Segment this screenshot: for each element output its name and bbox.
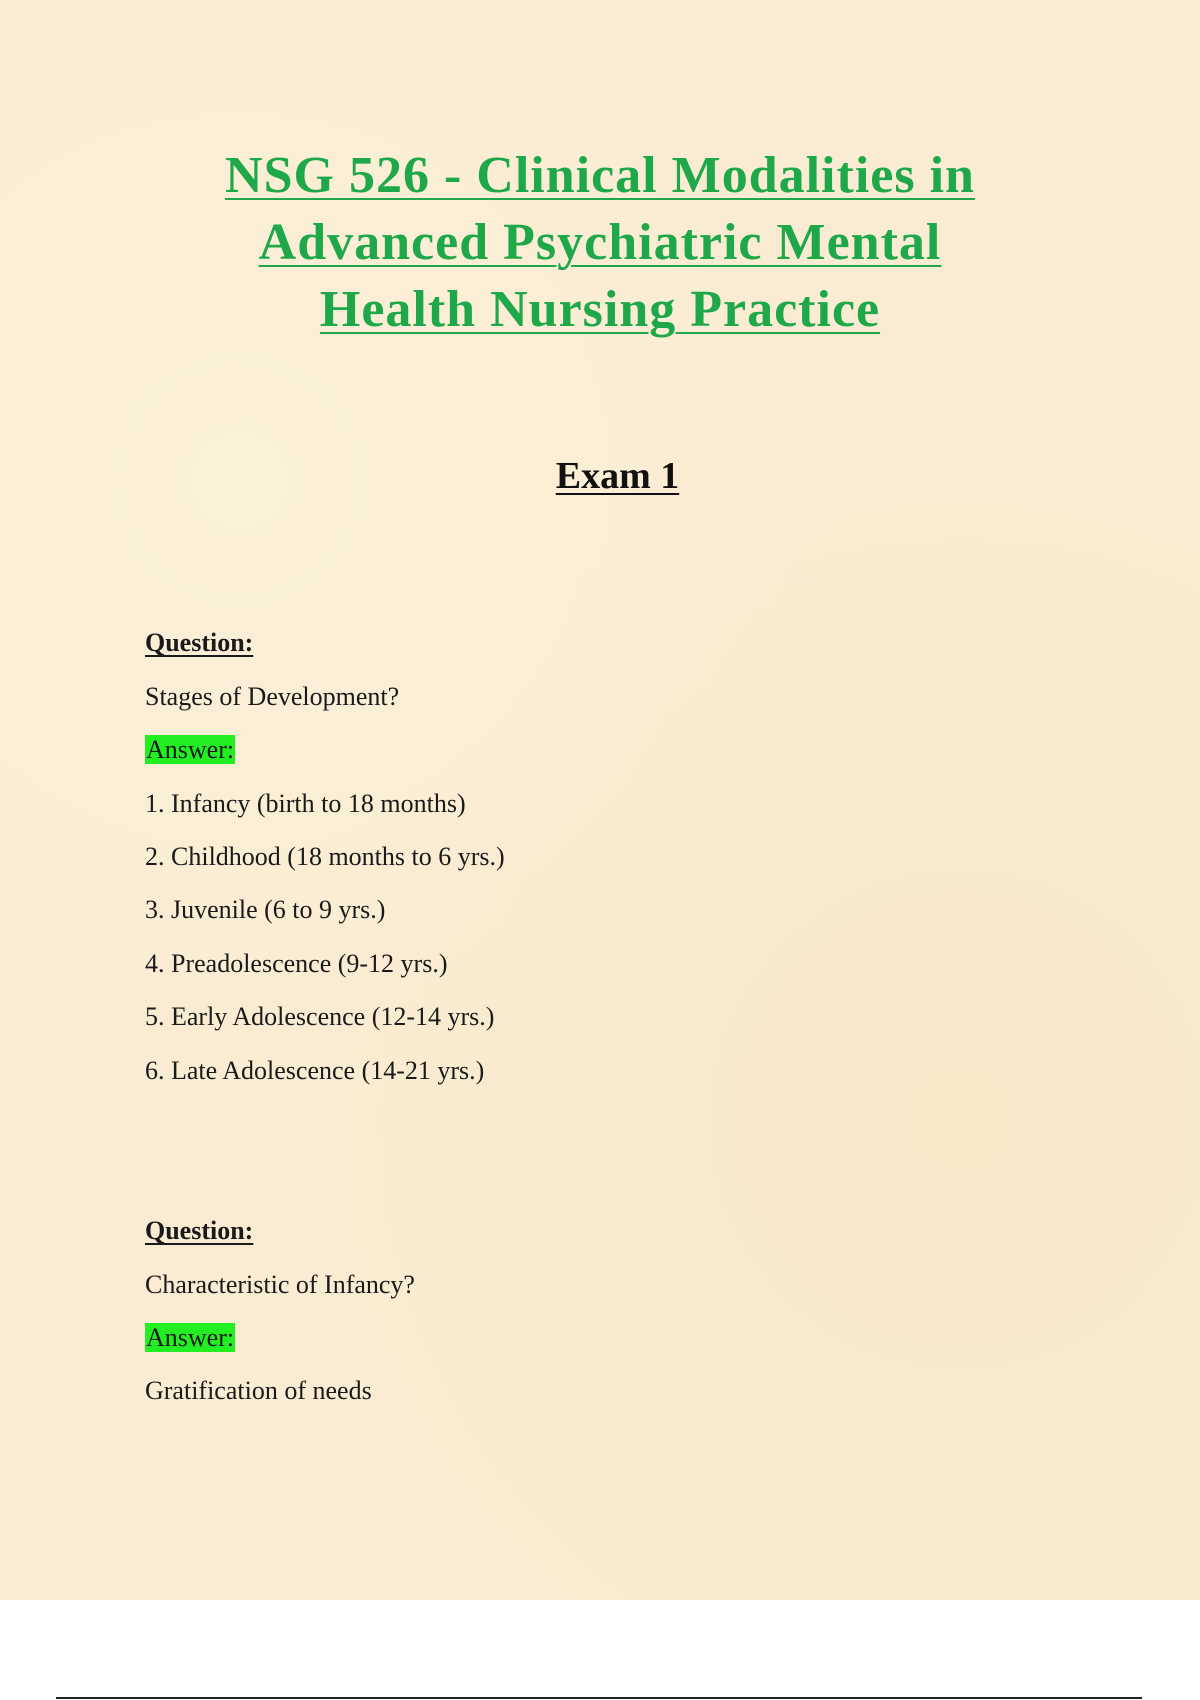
answer-item: Gratification of needs: [145, 1376, 372, 1405]
question-label: Question:: [145, 1216, 254, 1245]
answer-label: Answer:: [146, 735, 235, 764]
answer-item: 2. Childhood (18 months to 6 yrs.): [145, 842, 505, 871]
answer-label: Answer:: [146, 1323, 235, 1352]
answer-item: 1. Infancy (birth to 18 months): [145, 789, 466, 818]
footer-rule: [56, 1697, 1142, 1699]
answer-item: 5. Early Adolescence (12-14 yrs.): [145, 1002, 495, 1031]
answer-item: 6. Late Adolescence (14-21 yrs.): [145, 1056, 485, 1085]
question-text: Stages of Development?: [145, 682, 400, 711]
question-label: Question:: [145, 628, 254, 657]
question-text: Characteristic of Infancy?: [145, 1270, 415, 1299]
document-title: [0, 142, 1200, 343]
exam-heading: Exam 1: [555, 455, 680, 497]
title-line: NSG 526 - Clinical Modalities in: [225, 147, 975, 204]
answer-item: 3. Juvenile (6 to 9 yrs.): [145, 895, 386, 924]
answer-item: 4. Preadolescence (9-12 yrs.): [145, 949, 448, 978]
title-line: Advanced Psychiatric Mental: [258, 214, 942, 271]
title-line: Health Nursing Practice: [319, 281, 881, 338]
